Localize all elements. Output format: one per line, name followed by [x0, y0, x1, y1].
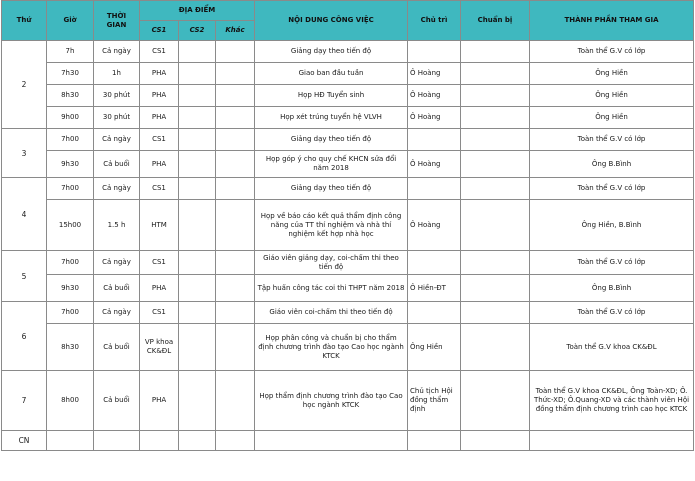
- row-location-cs2: [179, 371, 216, 431]
- header-loc-other: Khác: [216, 21, 255, 41]
- row-location-cs1: HTM: [140, 200, 179, 251]
- row-time: 7h: [47, 41, 94, 63]
- row-location-other: [216, 85, 255, 107]
- row-location-cs2: [179, 251, 216, 275]
- row-content: Giảng dạy theo tiến độ: [255, 178, 408, 200]
- row-location-cs1: PHA: [140, 151, 179, 178]
- table-row: [2, 85, 694, 107]
- row-duration: 30 phút: [94, 85, 140, 107]
- row-participants: Toàn thể G.V khoa CK&ĐL: [530, 324, 694, 371]
- row-participants: Ông Hiền, B.Bình: [530, 200, 694, 251]
- row-time: 8h30: [47, 324, 94, 371]
- row-location-other: [216, 107, 255, 129]
- header-loc-cs2: CS2: [179, 21, 216, 41]
- row-content: Họp HĐ Tuyển sinh: [255, 85, 408, 107]
- row-location-cs2: [179, 324, 216, 371]
- row-content: Giảng dạy theo tiến độ: [255, 41, 408, 63]
- row-chair: Chủ tịch Hội đồng thẩm định: [408, 371, 461, 431]
- row-content: Họp góp ý cho quy chế KHCN sửa đổi năm 2018: [255, 151, 408, 178]
- row-chair: [408, 431, 461, 451]
- row-location-cs2: [179, 151, 216, 178]
- table-row: [2, 251, 694, 275]
- row-content: Họp xét trúng tuyển hệ VLVH: [255, 107, 408, 129]
- table-row: [2, 63, 694, 85]
- row-location-other: [216, 41, 255, 63]
- row-content: [255, 431, 408, 451]
- day-label: 4: [2, 178, 47, 251]
- row-prepare: [461, 275, 530, 302]
- row-location-cs1: PHA: [140, 107, 179, 129]
- day-label: 2: [2, 41, 47, 129]
- row-participants: [530, 431, 694, 451]
- header-participants: THÀNH PHẦN THAM GIA: [530, 1, 694, 41]
- row-location-cs1: CS1: [140, 129, 179, 151]
- row-location-cs1: PHA: [140, 371, 179, 431]
- row-location-cs1: VP khoa CK&ĐL: [140, 324, 179, 371]
- row-chair: [408, 129, 461, 151]
- row-participants: Ông Hiền: [530, 85, 694, 107]
- row-duration: Cả ngày: [94, 251, 140, 275]
- row-participants: Ông B.Bình: [530, 275, 694, 302]
- row-content: Giáo viên coi-chấm thi theo tiến độ: [255, 302, 408, 324]
- row-prepare: [461, 41, 530, 63]
- row-duration: Cả buổi: [94, 371, 140, 431]
- row-location-cs1: CS1: [140, 178, 179, 200]
- row-location-other: [216, 275, 255, 302]
- row-participants: Ông B.Bình: [530, 151, 694, 178]
- row-chair: Ô Hiền-ĐT: [408, 275, 461, 302]
- row-participants: Toàn thể G.V có lớp: [530, 302, 694, 324]
- header-content: NỘI DUNG CÔNG VIỆC: [255, 1, 408, 41]
- row-duration: Cả ngày: [94, 41, 140, 63]
- row-participants: Ông Hiền: [530, 107, 694, 129]
- header-location: ĐỊA ĐIỂM: [140, 1, 255, 21]
- row-chair: Ô Hoàng: [408, 63, 461, 85]
- row-location-cs1: CS1: [140, 41, 179, 63]
- row-participants: Toàn thể G.V có lớp: [530, 251, 694, 275]
- row-location-other: [216, 200, 255, 251]
- row-duration: Cả buổi: [94, 151, 140, 178]
- table-row: [2, 178, 694, 200]
- row-content: Tập huấn công tác coi thi THPT năm 2018: [255, 275, 408, 302]
- table-row: [2, 151, 694, 178]
- row-time: 15h00: [47, 200, 94, 251]
- day-label: 7: [2, 371, 47, 431]
- row-time: [47, 431, 94, 451]
- day-label: 6: [2, 302, 47, 371]
- header-prepare: Chuẩn bị: [461, 1, 530, 41]
- row-prepare: [461, 129, 530, 151]
- row-location-other: [216, 371, 255, 431]
- table-row: [2, 371, 694, 431]
- schedule-table: [1, 0, 694, 451]
- row-chair: [408, 178, 461, 200]
- row-location-other: [216, 302, 255, 324]
- row-participants: Ông Hiền: [530, 63, 694, 85]
- row-content: Giáo viên giảng dạy, coi-chấm thi theo tiến độ: [255, 251, 408, 275]
- row-prepare: [461, 251, 530, 275]
- row-duration: Cả ngày: [94, 129, 140, 151]
- header-day: Thứ: [2, 1, 47, 41]
- row-content: Họp phân công và chuẩn bị cho thẩm định chương trình đào tạo Cao học ngành KTCK: [255, 324, 408, 371]
- row-location-cs2: [179, 41, 216, 63]
- row-prepare: [461, 200, 530, 251]
- row-chair: Ô Hoàng: [408, 85, 461, 107]
- table-row: [2, 302, 694, 324]
- header-chair: Chủ trì: [408, 1, 461, 41]
- row-chair: Ông Hiền: [408, 324, 461, 371]
- row-location-cs1: PHA: [140, 85, 179, 107]
- row-duration: 1h: [94, 63, 140, 85]
- row-time: 7h30: [47, 63, 94, 85]
- header-duration-line2: GIAN: [106, 20, 127, 29]
- row-participants: Toàn thể G.V khoa CK&ĐL, Ông Toàn-XD; Ô. Thức-XD; Ô.Quang-XD và các thành viên Hội đồng thẩm định chương trình cao học KTCK: [530, 371, 694, 431]
- row-location-cs1: CS1: [140, 251, 179, 275]
- row-location-cs2: [179, 107, 216, 129]
- row-location-cs1: [140, 431, 179, 451]
- row-time: 9h30: [47, 275, 94, 302]
- row-location-cs2: [179, 431, 216, 451]
- table-row: [2, 431, 694, 451]
- header-duration-line1: THỜI: [106, 11, 127, 20]
- table-body: [2, 41, 694, 451]
- row-chair: [408, 302, 461, 324]
- day-label: 5: [2, 251, 47, 302]
- row-location-cs2: [179, 200, 216, 251]
- row-location-other: [216, 251, 255, 275]
- row-time: 8h00: [47, 371, 94, 431]
- header-time: Giờ: [47, 1, 94, 41]
- row-time: 7h00: [47, 302, 94, 324]
- row-participants: Toàn thể G.V có lớp: [530, 178, 694, 200]
- row-content: Giảng dạy theo tiến độ: [255, 129, 408, 151]
- row-location-other: [216, 129, 255, 151]
- table-row: [2, 107, 694, 129]
- row-chair: Ô Hoàng: [408, 107, 461, 129]
- row-location-cs1: PHA: [140, 63, 179, 85]
- row-prepare: [461, 302, 530, 324]
- row-location-other: [216, 324, 255, 371]
- row-location-cs1: PHA: [140, 275, 179, 302]
- row-time: 8h30: [47, 85, 94, 107]
- day-label: 3: [2, 129, 47, 178]
- table-header: [2, 1, 694, 41]
- row-location-cs1: CS1: [140, 302, 179, 324]
- row-time: 9h30: [47, 151, 94, 178]
- row-location-other: [216, 63, 255, 85]
- row-duration: Cả ngày: [94, 302, 140, 324]
- row-duration: 1.5 h: [94, 200, 140, 251]
- row-prepare: [461, 178, 530, 200]
- row-chair: [408, 41, 461, 63]
- row-content: Họp thẩm định chương trình đào tạo Cao học ngành KTCK: [255, 371, 408, 431]
- row-prepare: [461, 371, 530, 431]
- row-location-cs2: [179, 178, 216, 200]
- row-participants: Toàn thể G.V có lớp: [530, 129, 694, 151]
- row-chair: [408, 251, 461, 275]
- row-location-cs2: [179, 302, 216, 324]
- table-row: [2, 200, 694, 251]
- row-prepare: [461, 85, 530, 107]
- row-location-cs2: [179, 275, 216, 302]
- day-label: CN: [2, 431, 47, 451]
- header-duration: [94, 1, 140, 41]
- row-prepare: [461, 151, 530, 178]
- row-prepare: [461, 431, 530, 451]
- row-location-cs2: [179, 85, 216, 107]
- row-duration: 30 phút: [94, 107, 140, 129]
- row-content: Giao ban đầu tuần: [255, 63, 408, 85]
- row-content: Họp về báo cáo kết quả thẩm định công năng của TT thí nghiệm và nhà thí nghiệm kết hợp nhà học: [255, 200, 408, 251]
- row-time: 9h00: [47, 107, 94, 129]
- row-prepare: [461, 63, 530, 85]
- row-location-cs2: [179, 63, 216, 85]
- row-prepare: [461, 107, 530, 129]
- row-location-cs2: [179, 129, 216, 151]
- row-location-other: [216, 151, 255, 178]
- table-row: [2, 129, 694, 151]
- row-duration: Cả buổi: [94, 324, 140, 371]
- row-duration: [94, 431, 140, 451]
- table-row: [2, 324, 694, 371]
- row-time: 7h00: [47, 129, 94, 151]
- row-chair: Ô Hoàng: [408, 151, 461, 178]
- row-duration: Cả buổi: [94, 275, 140, 302]
- row-duration: Cả ngày: [94, 178, 140, 200]
- row-chair: Ô Hoàng: [408, 200, 461, 251]
- row-participants: Toàn thể G.V có lớp: [530, 41, 694, 63]
- table-row: [2, 41, 694, 63]
- row-prepare: [461, 324, 530, 371]
- row-time: 7h00: [47, 178, 94, 200]
- table-row: [2, 275, 694, 302]
- row-location-other: [216, 431, 255, 451]
- row-location-other: [216, 178, 255, 200]
- header-loc-cs1: CS1: [140, 21, 179, 41]
- row-time: 7h00: [47, 251, 94, 275]
